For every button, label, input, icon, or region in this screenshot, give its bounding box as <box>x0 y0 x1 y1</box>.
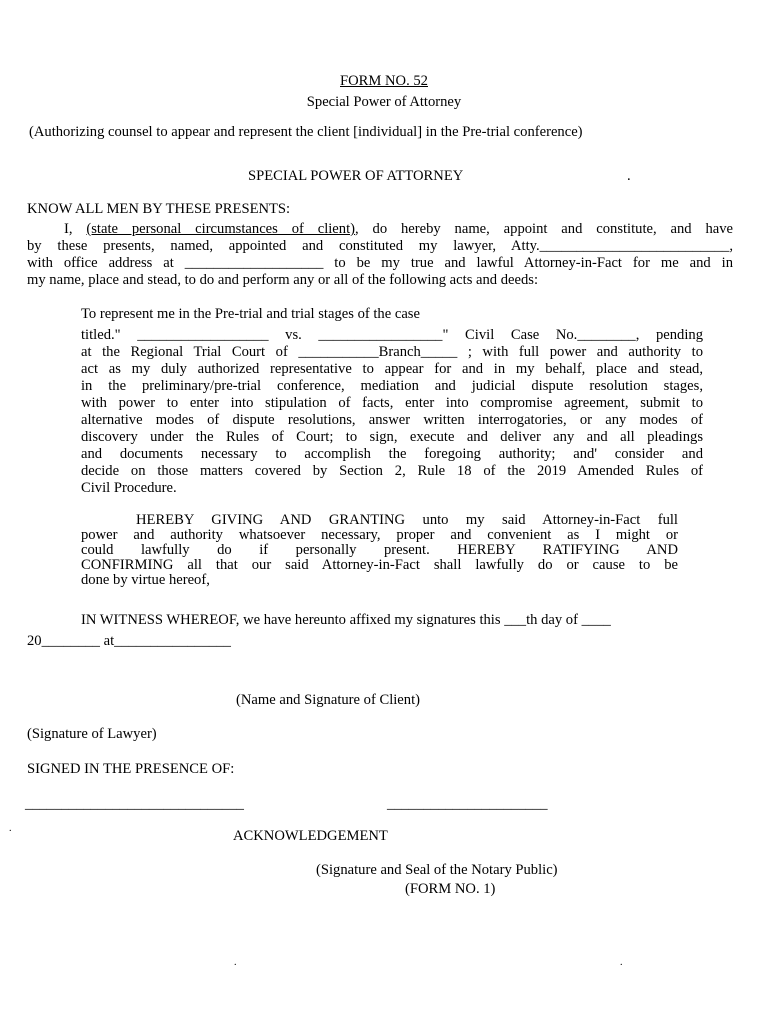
hereby-line: power and authority whatsoever necessary, proper and convenient as I might or <box>81 527 678 543</box>
stray-dot: . <box>9 823 12 834</box>
hereby-line: CONFIRMING all that our said Attorney-in-Fact shall lawfully do or cause to be <box>81 557 678 573</box>
know-all-men: KNOW ALL MEN BY THESE PRESENTS: <box>27 201 291 217</box>
document-heading: SPECIAL POWER OF ATTORNEY <box>248 168 464 184</box>
intro-paragraph <box>27 221 733 289</box>
represent-paragraph <box>81 327 703 497</box>
form-title: Special Power of Attorney <box>306 94 462 110</box>
client-signature-label: (Name and Signature of Client) <box>236 692 420 708</box>
represent-line: decide on those matters covered by Section 2, Rule 18 of the 2019 Amended Rules of <box>81 463 703 479</box>
witness-signature-blank-2: ______________________ <box>387 796 548 812</box>
represent-line: act as my duly authorized representative to appear for and in my behalf, place and stead, <box>81 361 703 377</box>
witness-signature-blank-1: ______________________________ <box>25 796 244 812</box>
hereby-line: done by virtue hereof, <box>81 572 210 588</box>
hereby-paragraph <box>81 513 678 588</box>
intro-prefix: I, <box>64 221 87 237</box>
represent-line: titled." __________________ vs. _________________" Civil Case No.________, pending <box>81 327 703 343</box>
intro-line: my name, place and stead, to do and perform any or all of the following acts and deeds: <box>27 272 539 288</box>
hereby-line: could lawfully do if personally present. HEREBY RATIFYING AND <box>81 542 678 558</box>
intro-line: with office address at ___________________ to be my true and lawful Attorney-in-Fact for me and in <box>27 255 733 271</box>
represent-line: in the preliminary/pre-trial conference, mediation and judicial dispute resolution stages, <box>81 378 703 394</box>
signed-presence-heading: SIGNED IN THE PRESENCE OF: <box>27 761 235 777</box>
represent-intro: To represent me in the Pre-trial and trial stages of the case <box>81 306 420 322</box>
bottom-dot-right: . <box>620 957 623 968</box>
heading-stray-dot: . <box>627 168 631 184</box>
bottom-dot-left: . <box>234 957 237 968</box>
intro-line-1 <box>27 221 733 238</box>
lawyer-signature-label: (Signature of Lawyer) <box>27 726 157 742</box>
represent-line: at the Regional Trial Court of ___________Branch_____ ; with full power and authority to <box>81 344 703 360</box>
hereby-line: HEREBY GIVING AND GRANTING unto my said Attorney-in-Fact full <box>136 512 678 528</box>
acknowledgement-heading: ACKNOWLEDGEMENT <box>233 828 388 844</box>
represent-line: alternative modes of dispute resolutions, answer written interrogatories, or any modes of <box>81 412 703 428</box>
represent-line: discovery under the Rules of Court; to sign, execute and deliver any and all pleadings <box>81 429 703 445</box>
witness-line-2: 20________ at________________ <box>27 633 231 649</box>
intro-line: by these presents, named, appointed and constituted my lawyer, Atty.__________________________, <box>27 238 733 254</box>
notary-signature-label: (Signature and Seal of the Notary Public) <box>316 862 558 878</box>
form-no-1-label: (FORM NO. 1) <box>405 881 496 897</box>
witness-line-1: IN WITNESS WHEREOF, we have hereunto affixed my signatures this ___th day of ____ <box>81 612 611 628</box>
form-subtitle: (Authorizing counsel to appear and represent the client [individual] in the Pre-trial conference) <box>29 124 583 140</box>
form-number: FORM NO. 52 <box>340 73 428 89</box>
intro-suffix: , do hereby name, appoint and constitute, and have <box>355 221 733 237</box>
represent-line: Civil Procedure. <box>81 480 177 496</box>
represent-line: and documents necessary to accomplish the foregoing authority; and' consider and <box>81 446 703 462</box>
represent-line: with power to enter into stipulation of facts, enter into compromise agreement, submit to <box>81 395 703 411</box>
client-circumstances-blank: (state personal circumstances of client) <box>86 221 355 237</box>
